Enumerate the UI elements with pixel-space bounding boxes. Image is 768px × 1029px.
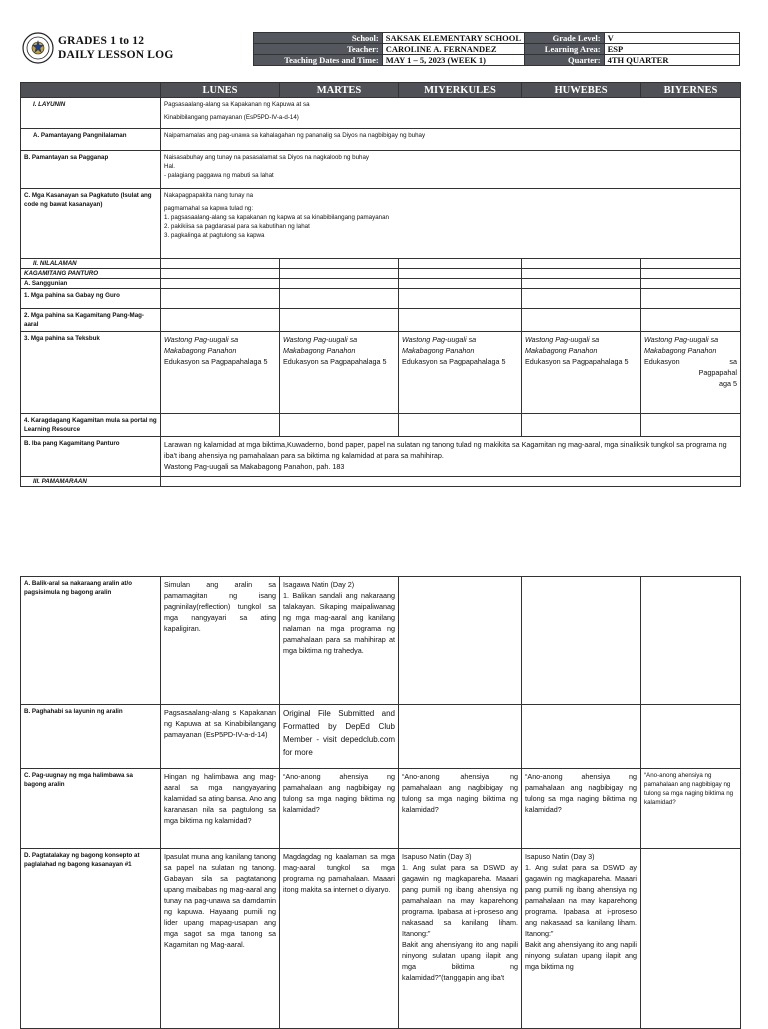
title-line2: DAILY LESSON LOG [58,49,174,61]
teksbuk-wed-title1: Wastong Pag-uugali sa [402,335,477,344]
dates-value: MAY 1 – 5, 2023 (WEEK 1) [382,55,524,66]
balik-aral-mon: Simulan ang aralin sa pamamagitan ng isang pagninilay(reflection) tungkol sa mga nangyayari sa ating kapaligiran. [161,577,280,705]
row-label-kasanayan: C. Mga Kasanayan sa Pagkatuto (Isulat ang code ng bawat kasanayan) [21,189,161,259]
teksbuk-fri [641,332,741,414]
area-value: ESP [604,44,739,55]
kasanayan-text [161,189,741,259]
teksbuk-thu-sub: Edukasyon sa Pagpapahalaga 5 [525,357,629,366]
pagtatalakay-thu-head: Isapuso Natin (Day 3) [525,852,595,861]
balik-aral-tue-head: Isagawa Natin (Day 2) [283,580,355,589]
school-label: School: [254,33,383,44]
pagtatalakay-wed-head: Isapuso Natin (Day 3) [402,852,472,861]
title-line1: GRADES 1 to 12 [58,35,145,47]
teacher-value: CAROLINE A. FERNANDEZ [382,44,524,55]
teksbuk-tue-title2: Makabagong Panahon [283,346,356,355]
teksbuk-thu [522,332,641,414]
day-header-thu: HUWEBES [522,83,641,98]
deped-seal-icon [22,32,54,64]
pag-uugnay-fri: “Ano-anong ahensiya ng pamahalaan ang nagbibigay ng tulong sa mga naging biktima ng kalamidad? [641,769,741,849]
pagtatalakay-wed-body: 1. Ang sulat para sa DSWD ay gagawin ng magkapareha. Maaari pang pumili ng ibang ahensiya ng pamahalaan na may kaparehong programa. Ipabasa at i-proseso ang nakasaad sa kanilang liham. Itanong:” [402,863,518,938]
pag-uugnay-tue: “Ano-anong ahensiya ng pamahalaan ang nagbibigay ng tulong sa mga naging biktima ng kalamidad? [280,769,399,849]
row-label-kagamitang-magaaral: 2. Mga pahina sa Kagamitang Pang-Mag-aaral [21,309,161,332]
layunin-line2: Kinabibilangang pamayanan (EsP5PD-IV-a-d-14) [164,114,299,121]
row-label-teksbuk: 3. Mga pahina sa Teksbuk [21,332,161,414]
balik-aral-tue [280,577,399,705]
row-label-sanggunian: A. Sanggunian [21,279,161,289]
quarter-value: 4TH QUARTER [604,55,739,66]
grade-value: V [604,33,739,44]
watermark-note: Original File Submitted and Formatted by DepEd Club Member - visit depedclub.com for more [280,705,399,769]
row-label-gabay: 1. Mga pahina sa Gabay ng Guro [21,289,161,309]
day-header-tue: MARTES [280,83,399,98]
teksbuk-thu-title1: Wastong Pag-uugali sa [525,335,600,344]
kasanayan-line2: pagmamahal sa kapwa tulad ng: [164,205,254,212]
pamantayan-pagganap-line2: Hal. [164,163,176,170]
teksbuk-thu-title2: Makabagong Panahon [525,346,598,355]
lesson-log-table-bottom [20,576,741,1029]
teksbuk-fri-title1: Wastong Pag-uugali sa [644,335,719,344]
school-value: SAKSAK ELEMENTARY SCHOOL [382,33,524,44]
kasanayan-line4: 2. pakikiisa sa pagdarasal para sa kabutihan ng lahat [164,223,310,230]
pamantayan-pagganap-line3: - palagiang paggawa ng mabuti sa lahat [164,172,274,179]
kasanayan-line5: 3. pagkalinga at pagtulong sa kapwa [164,232,265,239]
row-label-balik-aral: A. Balik-aral sa nakaraang aralin at/o pagsisimula ng bagong aralin [21,577,161,705]
iba-pang-line2: Wastong Pag-uugali sa Makabagong Panahon, pah. 183 [164,462,345,471]
day-header-fri: BIYERNES [641,83,741,98]
pag-uugnay-mon: Hingan ng halimbawa ang mag-aaral sa mga nangyayaring kalamidad sa ating bansa. Ano ang karanasan nila sa pagtulong sa mga biktima ng kalamidad? [161,769,280,849]
header-info-table [253,32,740,66]
teksbuk-wed-title2: Makabagong Panahon [402,346,475,355]
layunin-text [161,98,741,129]
row-label-layunin: I. LAYUNIN [21,98,161,129]
grade-label: Grade Level: [525,33,605,44]
row-label-pamamaraan: III. PAMAMARAAN [21,477,161,487]
pagtatalakay-wed-tail: Bakit ang ahensiyang ito ang napili ninyong sulatan upang ilapit ang mga biktima ng kalamidad?”(tanggapin ang iba't [402,940,518,982]
pagtatalakay-tue: Magdagdag ng kaalaman sa mga mag-aaral tungkol sa mga programa ng pamahalaan. Maaari itong makita sa internet o diyaryo. [280,849,399,1029]
row-label-paghahabi: B. Paghahabi sa layunin ng aralin [21,705,161,769]
row-label-kagamitan: KAGAMITANG PANTURO [21,269,161,279]
row-label-pamantayang-pangnilalaman: A. Pamantayang Pangnilalaman [21,129,161,151]
balik-aral-tue-body: 1. Balikan sandali ang nakaraang talakayan. Sikaping maipaliwanag ng mga mag-aaral ang kanilang nalaman na mga programa ng pamahalaan para sa mahihirap at mga biktima ng trahedya. [283,591,395,655]
teksbuk-wed [399,332,522,414]
pag-uugnay-thu: “Ano-anong ahensiya ng pamahalaan ang nagbibigay ng tulong sa mga naging biktima ng kalamidad? [522,769,641,849]
teksbuk-mon-sub: Edukasyon sa Pagpapahalaga 5 [164,357,268,366]
pagtatalakay-wed [399,849,522,1029]
lesson-log-table-top [20,82,741,487]
teksbuk-fri-sub2: sa [729,357,737,366]
teksbuk-mon [161,332,280,414]
kasanayan-line3: 1. pagsasaalang-alang sa kapakanan ng kapwa at sa kinabibilangang pamayanan [164,214,389,221]
pamantayan-pagganap-line1: Naisasabuhay ang tunay na pasasalamat sa Diyos na nagkaloob ng buhay [164,154,370,161]
teksbuk-tue-title1: Wastong Pag-uugali sa [283,335,358,344]
row-label-pamantayan-pagganap: B. Pamantayan sa Pagganap [21,151,161,189]
row-label-nilalaman: II. NILALAMAN [21,259,161,269]
quarter-label: Quarter: [525,55,605,66]
teksbuk-wed-sub: Edukasyon sa Pagpapahalaga 5 [402,357,506,366]
teksbuk-fri-title2: Makabagong Panahon [644,346,717,355]
pagtatalakay-mon: Ipasulat muna ang kanilang tanong sa papel na sulatan ng tanong. Gabayan sila sa pagtatanong upang maibabas ng mag-aaral ang tunay na pag-unawa sa damdamin ng kapuwa. Hayaang pumili ng lider upang mapag-usapan ang mga sagot sa mga tanong sa Kagamitan ng Mag-aaral. [161,849,280,1029]
iba-pang-text [161,437,741,477]
day-header-mon: LUNES [161,83,280,98]
layunin-line1: Pagsasaalang-alang sa Kapakanan ng Kapuwa at sa [164,101,310,108]
pamantayan-pagganap-text [161,151,741,189]
pagtatalakay-thu [522,849,641,1029]
teksbuk-tue-sub: Edukasyon sa Pagpapahalaga 5 [283,357,387,366]
pagtatalakay-thu-body: 1. Ang sulat para sa DSWD ay gagawin ng magkapareha. Maaari pang pumili ng ibang ahensiya ng pamahalaan na may kaparehong programa. Ipabasa at i-proseso ang nakasaad sa kanilang liham. Itanong:” [525,863,637,938]
teksbuk-fri-sub1: Edukasyon [644,357,680,366]
kasanayan-line1: Nakapagpapakita nang tunay na [164,192,254,199]
page-title [58,34,173,62]
teksbuk-tue [280,332,399,414]
paghahabi-mon: Pagsasaalang-alang s Kapakanan ng Kapuwa at sa Kinabibilangang pamayanan (EsP5PD-IV-a-d-14) [161,705,280,769]
row-label-iba-pang: B. Iba pang Kagamitang Panturo [21,437,161,477]
row-label-pag-uugnay: C. Pag-uugnay ng mga halimbawa sa bagong aralin [21,769,161,849]
teksbuk-mon-title2: Makabagong Panahon [164,346,237,355]
iba-pang-line1: Larawan ng kalamidad at mga biktima,Kuwaderno, bond paper, papel na sulatan ng tanong tulad ng makikita sa Kagamitan ng mag-aaral, mga sinaliksik tungkol sa programa ng iba't ibang ahensiya ng pamahalaan para sa biktima ng kalamidad at para sa mahihirap. [164,440,727,460]
area-label: Learning Area: [525,44,605,55]
corner-cell [21,83,161,98]
teacher-label: Teacher: [254,44,383,55]
pamantayang-pangnilalaman-text: Naipamamalas ang pag-unawa sa kahalagahan ng pananalig sa Diyos na nagbibigay ng buhay [161,129,741,151]
dates-label: Teaching Dates and Time: [254,55,383,66]
pagtatalakay-thu-tail: Bakit ang ahensiyang ito ang napili ninyong sulatan upang ilapit ang mga biktima ng [525,940,637,971]
teksbuk-mon-title1: Wastong Pag-uugali sa [164,335,239,344]
day-header-wed: MIYERKULES [399,83,522,98]
teksbuk-fri-sub4: aga 5 [719,379,737,388]
row-label-karagdagang: 4. Karagdagang Kagamitan mula sa portal ng Learning Resource [21,414,161,437]
row-label-pagtatalakay: D. Pagtatalakay ng bagong konsepto at paglalahad ng bagong kasanayan #1 [21,849,161,1029]
teksbuk-fri-sub3: Pagpapahal [698,368,737,377]
pag-uugnay-wed: “Ano-anong ahensiya ng pamahalaan ang nagbibigay ng tulong sa mga naging biktima ng kalamidad? [399,769,522,849]
header [20,32,740,68]
